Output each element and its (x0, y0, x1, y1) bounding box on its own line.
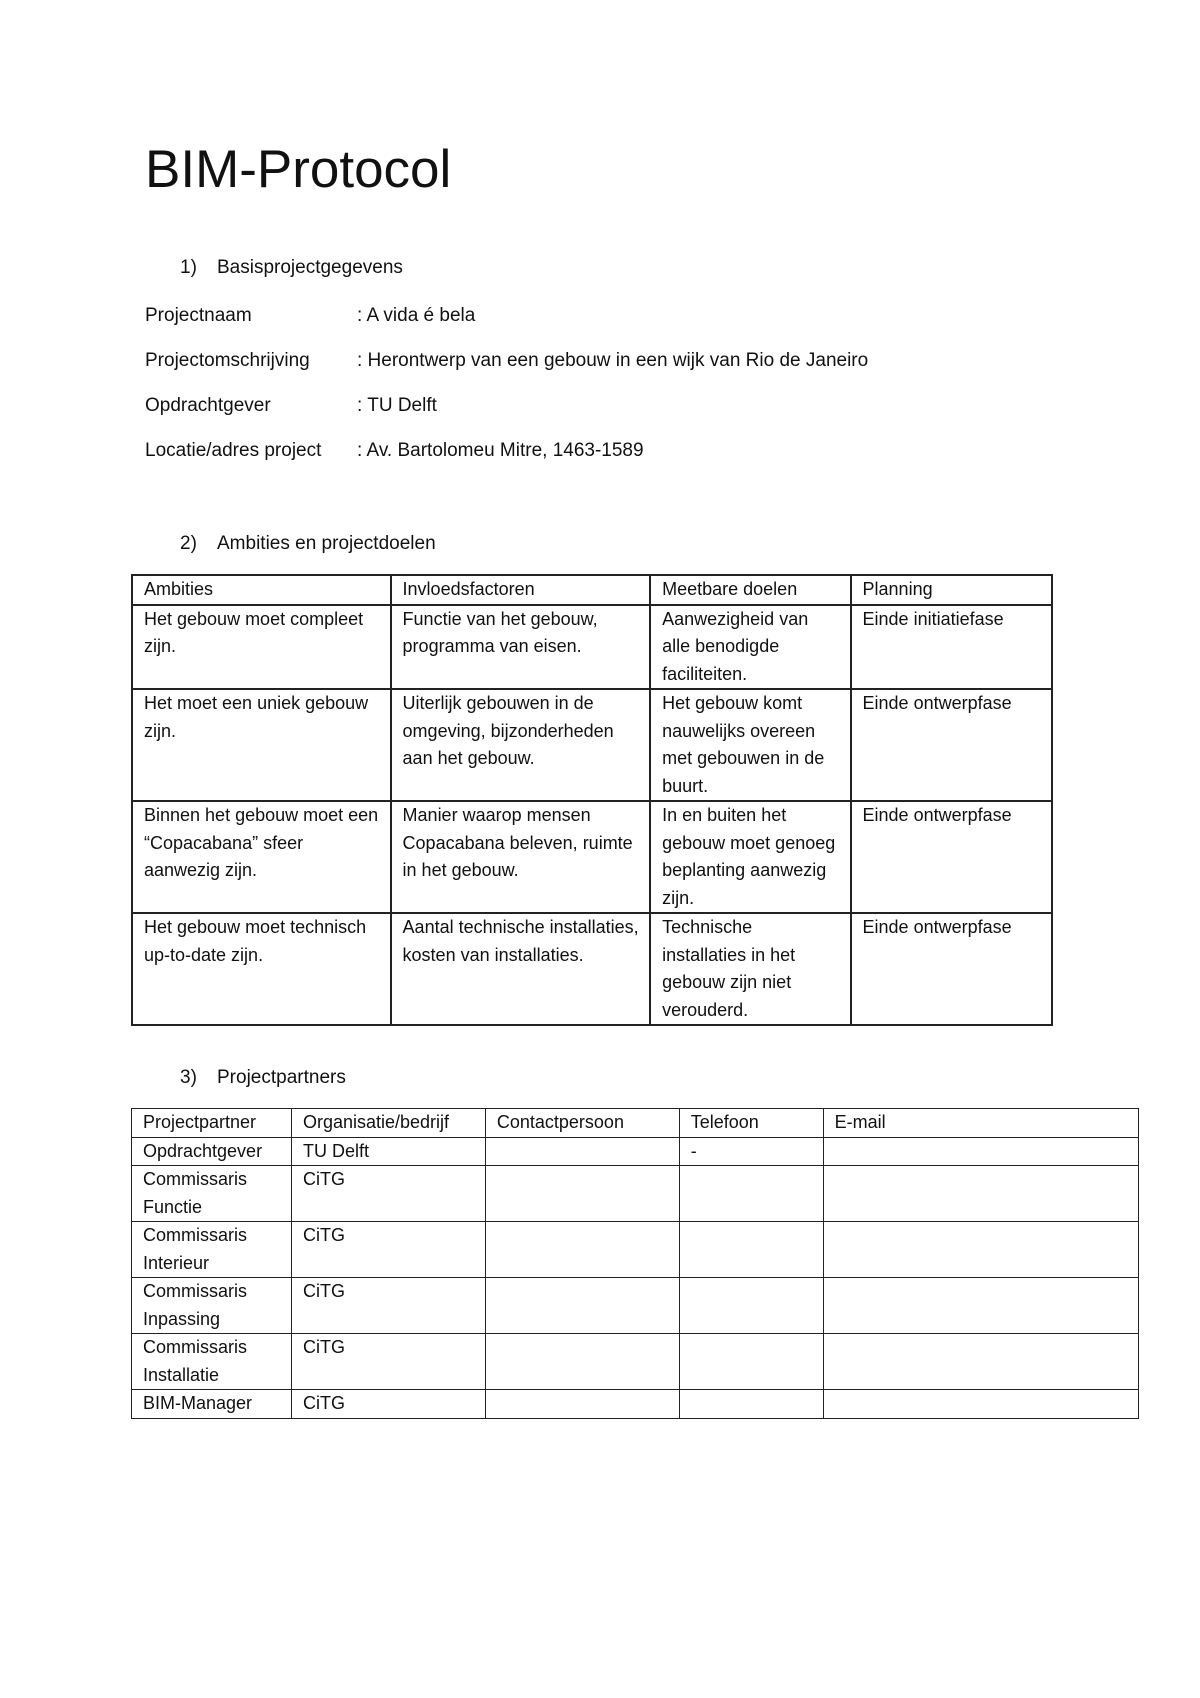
table-cell (485, 1334, 679, 1390)
column-header: Telefoon (679, 1109, 823, 1138)
table-row (132, 801, 1052, 913)
column-header: Ambities (132, 575, 391, 605)
table-cell: Opdrachtgever (132, 1137, 292, 1166)
project-info-key: Projectomschrijving (145, 350, 310, 371)
table-cell: Aantal technische installaties, kosten van installaties. (391, 913, 651, 1025)
document-title: BIM-Protocol (145, 140, 452, 199)
column-header: E-mail (823, 1109, 1138, 1138)
table-cell (679, 1222, 823, 1278)
column-header: Organisatie/bedrijf (291, 1109, 485, 1138)
table-row (132, 1390, 1139, 1419)
project-info-key: Projectnaam (145, 305, 252, 326)
table-cell: Aanwezigheid van alle benodigde faciliteiten. (650, 605, 850, 690)
table-cell: - (679, 1137, 823, 1166)
table-cell (679, 1334, 823, 1390)
table-row (132, 1278, 1139, 1334)
project-info-value: : Av. Bartolomeu Mitre, 1463-1589 (357, 440, 644, 461)
table-cell: CiTG (291, 1334, 485, 1390)
table-cell: Einde ontwerpfase (851, 801, 1052, 913)
table-header-row (132, 1109, 1139, 1138)
project-info-value: : Herontwerp van een gebouw in een wijk van Rio de Janeiro (357, 350, 869, 371)
table-cell: CiTG (291, 1390, 485, 1419)
table-cell (823, 1166, 1138, 1222)
table-cell (823, 1278, 1138, 1334)
section-number: 2) (180, 533, 197, 554)
table-cell (823, 1390, 1138, 1419)
table-cell: Het moet een uniek gebouw zijn. (132, 689, 391, 801)
table-cell: Uiterlijk gebouwen in de omgeving, bijzonderheden aan het gebouw. (391, 689, 651, 801)
table-cell (485, 1390, 679, 1419)
project-info-key: Locatie/adres project (145, 440, 322, 461)
column-header: Invloedsfactoren (391, 575, 651, 605)
table-cell (679, 1166, 823, 1222)
table-cell: Einde ontwerpfase (851, 689, 1052, 801)
table-cell (823, 1222, 1138, 1278)
table-cell: Manier waarop mensen Copacabana beleven, ruimte in het gebouw. (391, 801, 651, 913)
table-cell: Commissaris Installatie (132, 1334, 292, 1390)
column-header: Planning (851, 575, 1052, 605)
section-label: Projectpartners (217, 1067, 346, 1088)
table-cell: Het gebouw moet technisch up-to-date zijn. (132, 913, 391, 1025)
section-label: Basisprojectgegevens (217, 257, 403, 278)
table-cell (485, 1278, 679, 1334)
table-row (132, 689, 1052, 801)
table-cell (485, 1166, 679, 1222)
table-cell (679, 1390, 823, 1419)
table-cell: CiTG (291, 1166, 485, 1222)
table-cell: Commissaris Functie (132, 1166, 292, 1222)
ambities-table (131, 574, 1053, 1026)
table-cell (485, 1137, 679, 1166)
table-row (132, 913, 1052, 1025)
table-cell: BIM-Manager (132, 1390, 292, 1419)
column-header: Projectpartner (132, 1109, 292, 1138)
section-number: 1) (180, 257, 197, 278)
section-heading-basisprojectgegevens (180, 256, 403, 280)
table-cell (823, 1137, 1138, 1166)
table-cell: Einde ontwerpfase (851, 913, 1052, 1025)
table-cell: Het gebouw moet compleet zijn. (132, 605, 391, 690)
table-cell: Het gebouw komt nauwelijks overeen met gebouwen in de buurt. (650, 689, 850, 801)
table-row (132, 1166, 1139, 1222)
column-header: Contactpersoon (485, 1109, 679, 1138)
table-cell (485, 1222, 679, 1278)
table-cell: CiTG (291, 1222, 485, 1278)
table-row (132, 1334, 1139, 1390)
table-row (132, 1222, 1139, 1278)
project-info-value: : TU Delft (357, 395, 437, 416)
table-cell: Technische installaties in het gebouw zijn niet verouderd. (650, 913, 850, 1025)
project-info-key: Opdrachtgever (145, 395, 271, 416)
table-cell (823, 1334, 1138, 1390)
projectpartners-table (131, 1108, 1139, 1419)
project-info-value: : A vida é bela (357, 305, 476, 326)
table-row (132, 1137, 1139, 1166)
table-cell: Binnen het gebouw moet een “Copacabana” sfeer aanwezig zijn. (132, 801, 391, 913)
table-header-row (132, 575, 1052, 605)
section-number: 3) (180, 1067, 197, 1088)
table-cell: Einde initiatiefase (851, 605, 1052, 690)
section-label: Ambities en projectdoelen (217, 533, 436, 554)
section-heading-projectpartners (180, 1066, 346, 1090)
column-header: Meetbare doelen (650, 575, 850, 605)
table-cell: Functie van het gebouw, programma van eisen. (391, 605, 651, 690)
table-row (132, 605, 1052, 690)
table-cell: TU Delft (291, 1137, 485, 1166)
section-heading-ambities (180, 532, 436, 556)
table-cell: Commissaris Inpassing (132, 1278, 292, 1334)
table-cell (679, 1278, 823, 1334)
table-cell: CiTG (291, 1278, 485, 1334)
table-cell: In en buiten het gebouw moet genoeg beplanting aanwezig zijn. (650, 801, 850, 913)
table-cell: Commissaris Interieur (132, 1222, 292, 1278)
